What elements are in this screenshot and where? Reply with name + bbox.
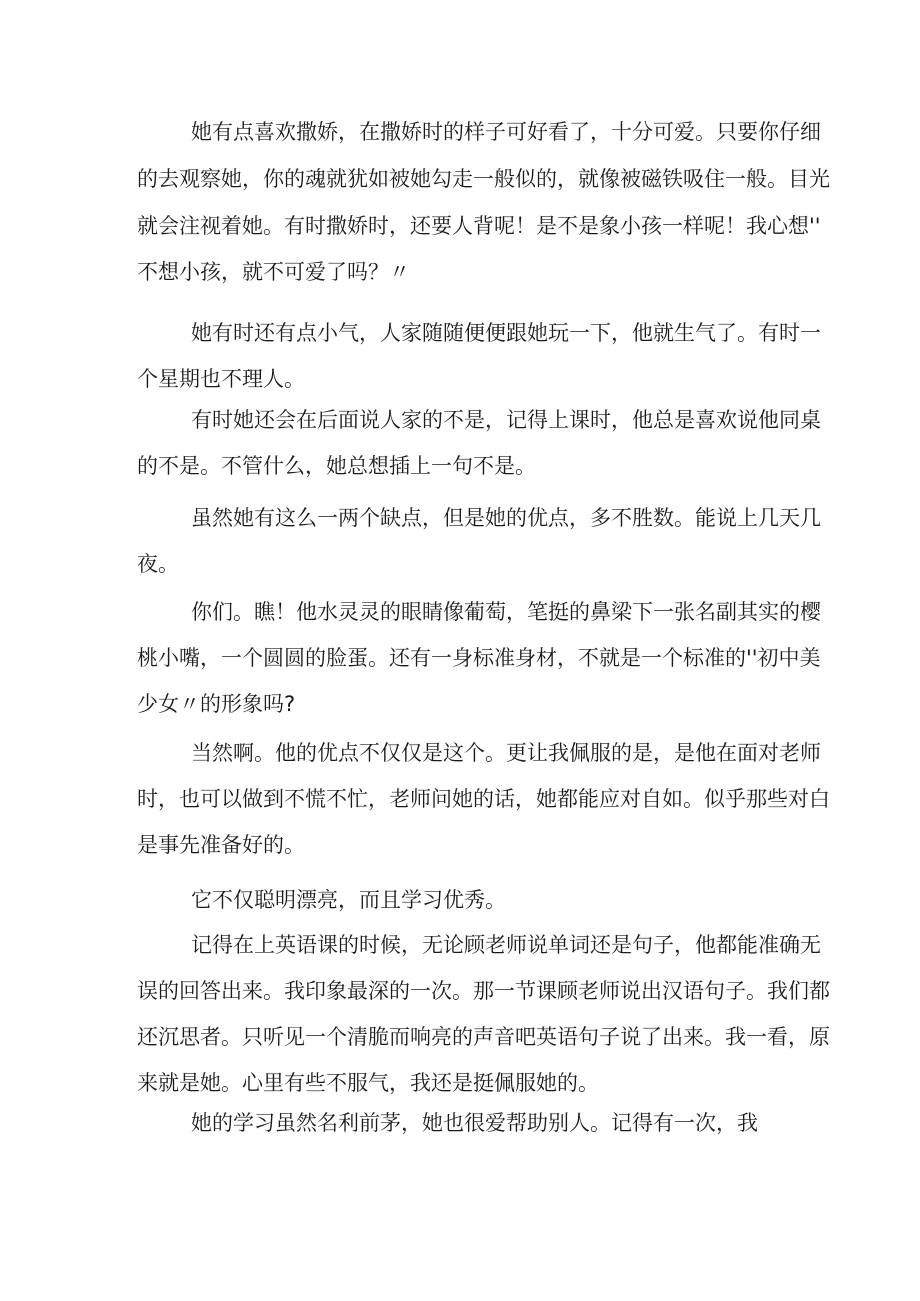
line-text: 当然啊。他的优点不仅仅是这个。更让我佩服的是，是他在面对老师 — [191, 741, 821, 765]
text-line — [0, 880, 920, 920]
line-text: 你们。瞧！他水灵灵的眼睛像葡萄，笔挺的鼻梁下一张名副其实的樱 — [191, 600, 821, 624]
line-text: 时，也可以做到不慌不忙，老师问她的话，她都能应对自如。似乎那些对白 — [137, 787, 830, 811]
text-line — [0, 159, 920, 199]
line-text: 还沉思者。只听见一个清脆而响亮的声音吧英语句子说了出来。我一看，原 — [137, 1025, 830, 1049]
line-text: 有时她还会在后面说人家的不是，记得上课时，他总是喜欢说他同桌 — [191, 408, 821, 432]
text-line — [0, 206, 920, 246]
text-line — [0, 684, 920, 724]
line-text: 虽然她有这么一两个缺点，但是她的优点，多不胜数。能说上几天几 — [191, 506, 821, 530]
text-line — [0, 971, 920, 1011]
text-line — [0, 400, 920, 440]
text-line — [0, 359, 920, 399]
text-line — [0, 112, 920, 152]
line-text: 记得在上英语课的时候，无论顾老师说单词还是句子，他都能准确无 — [191, 933, 821, 957]
text-line — [0, 498, 920, 538]
line-text: 来就是她。心里有些不服气，我还是挺佩服她的。 — [137, 1071, 599, 1095]
text-line — [0, 733, 920, 773]
line-text: 就会注视着她。有时撒娇时，还要人背呢！是不是象小孩一样呢！我心想'' — [137, 214, 821, 238]
line-text: 她有点喜欢撒娇，在撒娇时的样子可好看了，十分可爱。只要你仔细 — [191, 120, 821, 144]
line-text: 它不仅聪明漂亮，而且学习优秀。 — [191, 888, 506, 912]
text-line — [0, 446, 920, 486]
text-line — [0, 638, 920, 678]
text-line — [0, 313, 920, 353]
line-text: 夜。 — [137, 552, 179, 576]
line-text: 个星期也不理人。 — [137, 367, 305, 391]
text-line — [0, 1103, 920, 1143]
line-text: 是事先准备好的。 — [137, 833, 305, 857]
line-text: 她有时还有点小气，人家随随便便跟她玩一下，他就生气了。有时一 — [191, 321, 821, 345]
text-line — [0, 1063, 920, 1103]
line-text: 误的回答出来。我印象最深的一次。那一节课顾老师说出汉语句子。我们都 — [137, 979, 830, 1003]
line-text: 不想小孩，就不可爱了吗？〃 — [137, 260, 410, 284]
text-line — [0, 779, 920, 819]
line-text: 桃小嘴，一个圆圆的脸蛋。还有一身标准身材，不就是一个标准的''初中美 — [137, 646, 821, 670]
text-line — [0, 592, 920, 632]
text-line — [0, 925, 920, 965]
text-line — [0, 1017, 920, 1057]
line-text: 她的学习虽然名利前茅，她也很爱帮助别人。记得有一次，我 — [191, 1111, 758, 1135]
text-line — [0, 825, 920, 865]
line-text: 少女〃的形象吗? — [137, 692, 296, 716]
line-text: 的去观察她，你的魂就犹如被她勾走一般似的，就像被磁铁吸住一般。目光 — [137, 167, 830, 191]
line-text: 的不是。不管什么，她总想插上一句不是。 — [137, 454, 536, 478]
text-line — [0, 544, 920, 584]
text-line — [0, 252, 920, 292]
